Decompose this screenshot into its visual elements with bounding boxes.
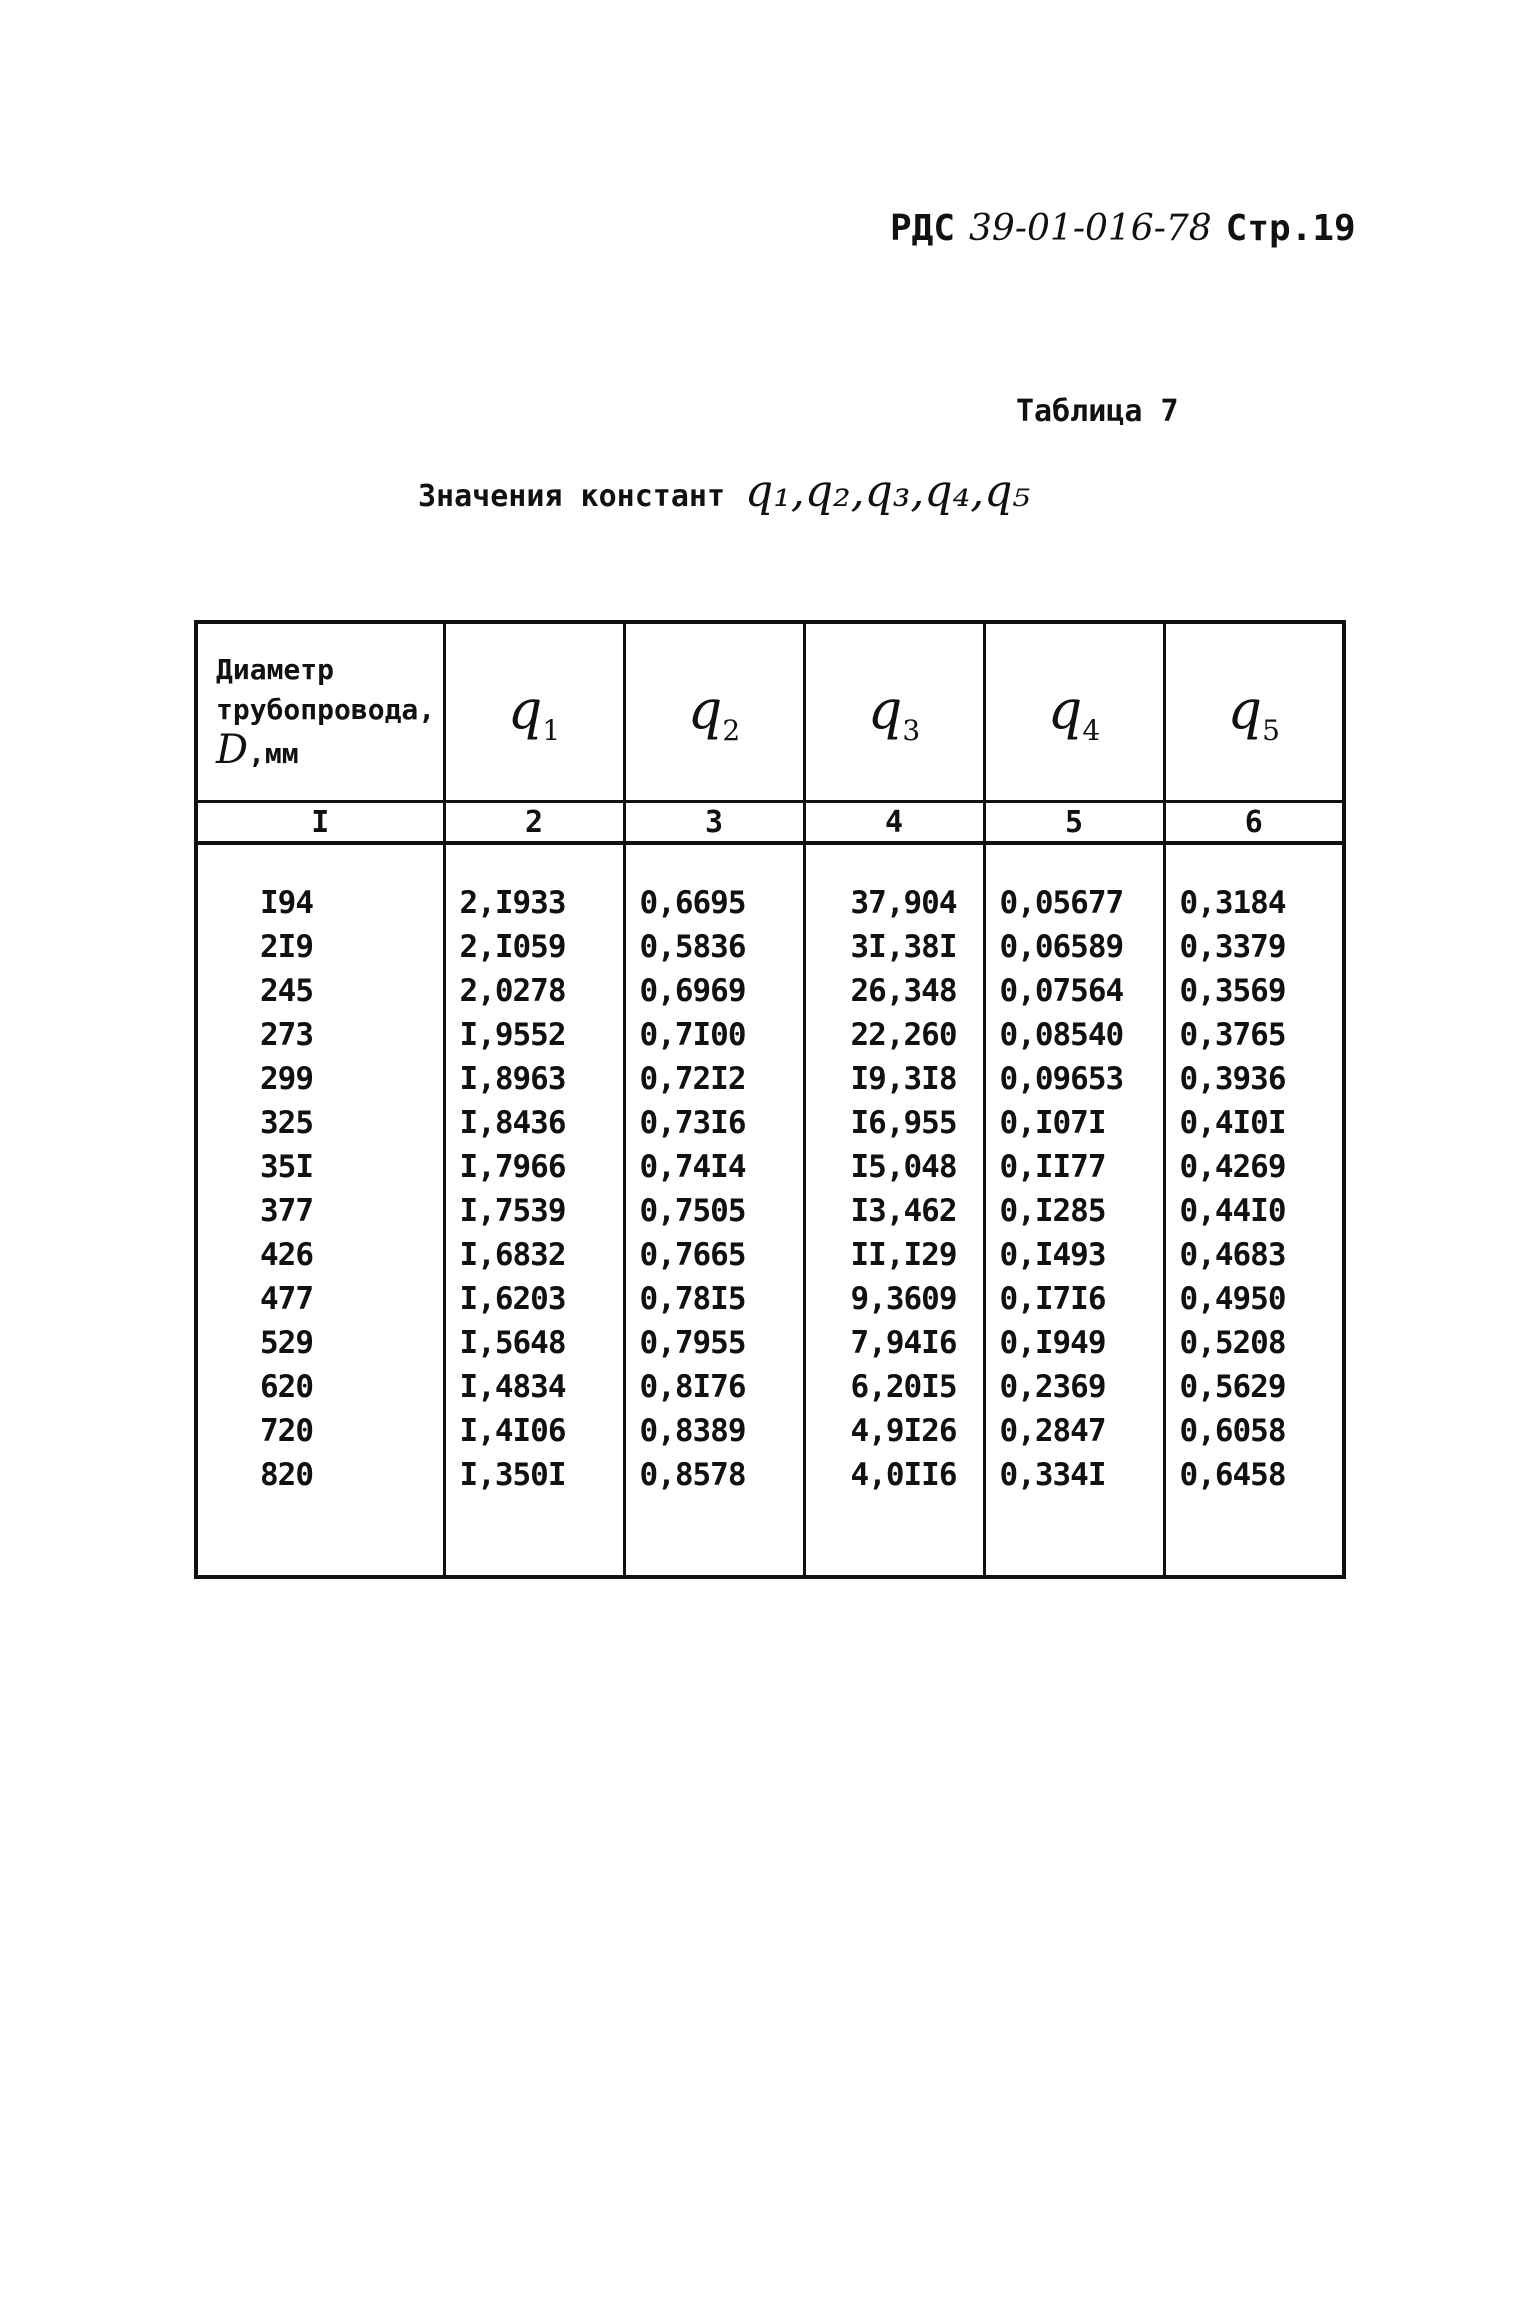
q1-cell: I,7539 xyxy=(444,1189,624,1233)
table-body xyxy=(196,843,1344,1577)
q1-cell: I,6832 xyxy=(444,1233,624,1277)
header-row xyxy=(196,622,1344,802)
table-row xyxy=(196,1057,1344,1101)
q2-cell: 0,8578 xyxy=(624,1453,804,1497)
q1-cell: I,350I xyxy=(444,1453,624,1497)
page-number: Стр.19 xyxy=(1225,208,1356,249)
diameter-cell: 426 xyxy=(196,1233,444,1277)
q4-cell: 0,06589 xyxy=(984,925,1164,969)
q3-cell: 4,9I26 xyxy=(804,1409,984,1453)
table-row xyxy=(196,1277,1344,1321)
q3-cell: I3,462 xyxy=(804,1189,984,1233)
q5-cell: 0,3936 xyxy=(1164,1057,1344,1101)
diameter-cell: 35I xyxy=(196,1145,444,1189)
q1-cell: I,7966 xyxy=(444,1145,624,1189)
q4-cell: 0,2369 xyxy=(984,1365,1164,1409)
diameter-header-line2: трубопровода, xyxy=(216,693,436,726)
q3-cell: 3I,38I xyxy=(804,925,984,969)
doc-code: 39-01-016-78 xyxy=(969,208,1212,249)
q3-cell: 26,348 xyxy=(804,969,984,1013)
table-row xyxy=(196,1233,1344,1277)
spacer-row xyxy=(196,1497,1344,1577)
table-row xyxy=(196,925,1344,969)
column-number: 6 xyxy=(1164,802,1344,844)
q1-cell: 2,0278 xyxy=(444,969,624,1013)
diameter-cell: I94 xyxy=(196,881,444,925)
spacer-row xyxy=(196,843,1344,881)
q3-cell: 9,3609 xyxy=(804,1277,984,1321)
caption-text: Значения констант xyxy=(418,479,726,514)
q5-cell: 0,4683 xyxy=(1164,1233,1344,1277)
table-caption xyxy=(418,466,1030,517)
q1-cell: I,5648 xyxy=(444,1321,624,1365)
q4-cell: 0,I493 xyxy=(984,1233,1164,1277)
q5-cell: 0,3379 xyxy=(1164,925,1344,969)
diameter-cell: 377 xyxy=(196,1189,444,1233)
q2-cell: 0,74I4 xyxy=(624,1145,804,1189)
document-header xyxy=(890,208,1356,249)
constants-table xyxy=(194,620,1346,1579)
q2-cell: 0,73I6 xyxy=(624,1101,804,1145)
diameter-cell: 325 xyxy=(196,1101,444,1145)
q5-cell: 0,3184 xyxy=(1164,881,1344,925)
q3-cell: I5,048 xyxy=(804,1145,984,1189)
q5-cell: 0,6458 xyxy=(1164,1453,1344,1497)
q2-cell: 0,8I76 xyxy=(624,1365,804,1409)
caption-constants: q₁,q₂,q₃,q₄,q₅ xyxy=(745,466,1031,517)
table-row xyxy=(196,1409,1344,1453)
q5-cell: 0,5629 xyxy=(1164,1365,1344,1409)
diameter-cell: 477 xyxy=(196,1277,444,1321)
q3-cell: I9,3I8 xyxy=(804,1057,984,1101)
q4-cell: 0,I07I xyxy=(984,1101,1164,1145)
q5-cell: 0,3569 xyxy=(1164,969,1344,1013)
q1-cell: 2,I059 xyxy=(444,925,624,969)
q1-cell: I,9552 xyxy=(444,1013,624,1057)
q4-cell: 0,I285 xyxy=(984,1189,1164,1233)
q1-cell: I,4I06 xyxy=(444,1409,624,1453)
q4-cell: 0,334I xyxy=(984,1453,1164,1497)
q4-cell: 0,09653 xyxy=(984,1057,1164,1101)
column-number: 3 xyxy=(624,802,804,844)
q5-cell: 0,44I0 xyxy=(1164,1189,1344,1233)
q1-cell: 2,I933 xyxy=(444,881,624,925)
q2-cell: 0,7505 xyxy=(624,1189,804,1233)
q3-cell: 4,0II6 xyxy=(804,1453,984,1497)
q1-cell: I,4834 xyxy=(444,1365,624,1409)
table-row xyxy=(196,1013,1344,1057)
header-q2: $q_2$ xyxy=(624,622,804,802)
q2-cell: 0,6695 xyxy=(624,881,804,925)
q2-cell: 0,8389 xyxy=(624,1409,804,1453)
header-q1: $q_1$ xyxy=(444,622,624,802)
diameter-cell: 720 xyxy=(196,1409,444,1453)
table-row xyxy=(196,969,1344,1013)
q2-cell: 0,7955 xyxy=(624,1321,804,1365)
column-number: I xyxy=(196,802,444,844)
diameter-cell: 273 xyxy=(196,1013,444,1057)
q3-cell: II,I29 xyxy=(804,1233,984,1277)
diameter-cell: 245 xyxy=(196,969,444,1013)
q4-cell: 0,II77 xyxy=(984,1145,1164,1189)
diameter-header-line1: Диаметр xyxy=(216,653,335,686)
table-row xyxy=(196,1189,1344,1233)
q5-cell: 0,5208 xyxy=(1164,1321,1344,1365)
q5-cell: 0,4269 xyxy=(1164,1145,1344,1189)
diameter-unit: ,мм xyxy=(248,737,299,770)
table-row xyxy=(196,1101,1344,1145)
q1-cell: I,6203 xyxy=(444,1277,624,1321)
diameter-cell: 620 xyxy=(196,1365,444,1409)
q3-cell: 22,260 xyxy=(804,1013,984,1057)
q4-cell: 0,I949 xyxy=(984,1321,1164,1365)
q2-cell: 0,6969 xyxy=(624,969,804,1013)
header-q5: $q_5$ xyxy=(1164,622,1344,802)
column-number: 4 xyxy=(804,802,984,844)
column-number: 2 xyxy=(444,802,624,844)
column-number-row xyxy=(196,802,1344,844)
q4-cell: 0,08540 xyxy=(984,1013,1164,1057)
diameter-cell: 529 xyxy=(196,1321,444,1365)
q1-cell: I,8963 xyxy=(444,1057,624,1101)
q4-cell: 0,2847 xyxy=(984,1409,1164,1453)
diameter-cell: 820 xyxy=(196,1453,444,1497)
table-row xyxy=(196,1453,1344,1497)
q3-cell: 7,94I6 xyxy=(804,1321,984,1365)
q4-cell: 0,07564 xyxy=(984,969,1164,1013)
column-number: 5 xyxy=(984,802,1164,844)
table-number: Таблица 7 xyxy=(1016,394,1179,429)
q5-cell: 0,4I0I xyxy=(1164,1101,1344,1145)
table-row xyxy=(196,881,1344,925)
q5-cell: 0,4950 xyxy=(1164,1277,1344,1321)
q3-cell: 37,904 xyxy=(804,881,984,925)
q2-cell: 0,72I2 xyxy=(624,1057,804,1101)
doc-prefix: РДС xyxy=(890,208,956,249)
diameter-header xyxy=(196,622,444,802)
header-q3: $q_3$ xyxy=(804,622,984,802)
q5-cell: 0,3765 xyxy=(1164,1013,1344,1057)
table-row xyxy=(196,1145,1344,1189)
q1-cell: I,8436 xyxy=(444,1101,624,1145)
q4-cell: 0,I7I6 xyxy=(984,1277,1164,1321)
q5-cell: 0,6058 xyxy=(1164,1409,1344,1453)
table-row xyxy=(196,1365,1344,1409)
q3-cell: 6,20I5 xyxy=(804,1365,984,1409)
diameter-cell: 299 xyxy=(196,1057,444,1101)
diameter-cell: 2I9 xyxy=(196,925,444,969)
table-row xyxy=(196,1321,1344,1365)
q2-cell: 0,7I00 xyxy=(624,1013,804,1057)
diameter-symbol: D xyxy=(216,727,249,773)
q2-cell: 0,78I5 xyxy=(624,1277,804,1321)
q3-cell: I6,955 xyxy=(804,1101,984,1145)
header-q4: $q_4$ xyxy=(984,622,1164,802)
q2-cell: 0,5836 xyxy=(624,925,804,969)
q2-cell: 0,7665 xyxy=(624,1233,804,1277)
q4-cell: 0,05677 xyxy=(984,881,1164,925)
